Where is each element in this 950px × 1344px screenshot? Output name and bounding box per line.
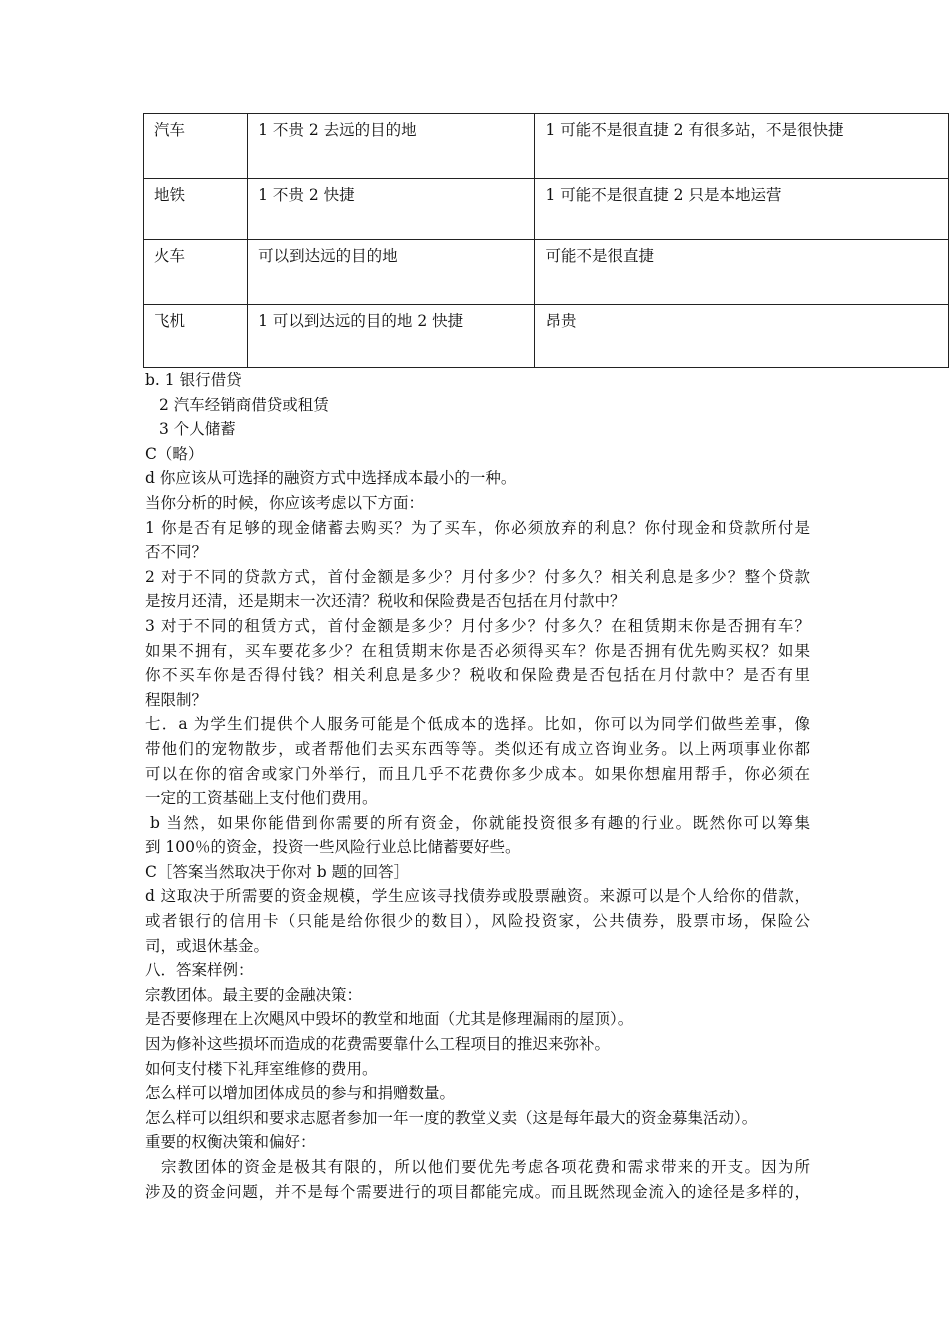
text-line: 怎么样可以组织和要求志愿者参加一年一度的教堂义卖（这是每年最大的资金募集活动）。 — [145, 1108, 758, 1127]
table-row — [144, 179, 949, 240]
text-line: 一定的工资基础上支付他们费用。 — [145, 789, 378, 808]
transport-mode-cell: 汽车 — [144, 114, 248, 179]
advantages-cell: 1 不贵 2 去远的目的地 — [248, 114, 535, 179]
text-line: 2 对于不同的贷款方式，首付金额是多少？月付多少？付多久？相关利息是多少？整个贷款 — [145, 567, 810, 586]
advantages-cell: 1 可以到达远的目的地 2 快捷 — [248, 305, 535, 368]
transport-comparison-table — [143, 113, 949, 368]
text-line: 3 个人储蓄 — [159, 420, 236, 439]
advantages-cell: 可以到达远的目的地 — [248, 240, 535, 305]
text-line: C［答案当然取决于你对 b 题的回答］ — [145, 862, 410, 881]
transport-mode-cell: 飞机 — [144, 305, 248, 368]
text-line: 你不买车你是否得付钱？相关利息是多少？税收和保险费是否包括在月付款中？是否有里 — [145, 666, 810, 685]
disadvantages-cell: 昂贵 — [535, 305, 949, 368]
disadvantages-cell: 1 可能不是很直捷 2 只是本地运营 — [535, 179, 949, 240]
advantages-cell: 1 不贵 2 快捷 — [248, 179, 535, 240]
text-line: 七．a 为学生们提供个人服务可能是个低成本的选择。比如，你可以为同学们做些差事，像 — [145, 715, 810, 734]
text-line: 1 你是否有足够的现金储蓄去购买？为了买车，你必须放弃的利息？你付现金和贷款所付是 — [145, 518, 810, 537]
text-line: 到 100％的资金，投资一些风险行业总比储蓄要好些。 — [145, 838, 521, 857]
transport-mode-cell: 地铁 — [144, 179, 248, 240]
disadvantages-cell: 1 可能不是很直捷 2 有很多站，不是很快捷 — [535, 114, 949, 179]
text-line: 重要的权衡决策和偏好： — [145, 1133, 316, 1152]
text-line: 宗教团体。最主要的金融决策： — [145, 985, 363, 1004]
text-line: 是否要修理在上次飓风中毁坏的教堂和地面（尤其是修理漏雨的屋顶）。 — [145, 1010, 634, 1029]
text-line: 因为修补这些损坏而造成的花费需要靠什么工程项目的推迟来弥补。 — [145, 1035, 611, 1054]
text-line: C（略） — [145, 444, 204, 463]
text-line: d 这取决于所需要的资金规模，学生应该寻找债券或股票融资。来源可以是个人给你的借款， — [145, 887, 810, 906]
text-line: 可以在你的宿舍或家门外举行，而且几乎不花费你多少成本。如果你想雇用帮手，你必须在 — [145, 764, 810, 783]
text-line: 八．答案样例： — [145, 961, 254, 980]
transport-mode-cell: 火车 — [144, 240, 248, 305]
text-line: b 当然，如果你能借到你需要的所有资金，你就能投资很多有趣的行业。既然你可以筹集 — [150, 813, 810, 832]
text-line: 如何支付楼下礼拜室维修的费用。 — [145, 1059, 378, 1078]
table-row — [144, 305, 949, 368]
text-line: 司，或退休基金。 — [145, 936, 270, 955]
text-line: 如果不拥有，买车要花多少？在租赁期末你是否必须得买车？你是否拥有优先购买权？如果 — [145, 641, 810, 660]
text-line: 或者银行的信用卡（只能是给你很少的数目），风险投资家，公共债券，股票市场，保险公 — [145, 912, 810, 931]
text-line: b. 1 银行借贷 — [145, 371, 242, 389]
text-line: 是按月还清，还是期末一次还清？税收和保险费是否包括在月付款中？ — [145, 592, 626, 611]
text-line: 涉及的资金问题，并不是每个需要进行的项目都能完成。而且既然现金流入的途径是多样的， — [145, 1182, 810, 1201]
text-line: 3 对于不同的租赁方式，首付金额是多少？月付多少？付多久？在租赁期末你是否拥有车？ — [145, 616, 810, 635]
text-line: 怎么样可以增加团体成员的参与和捐赠数量。 — [145, 1084, 456, 1103]
text-line: 程限制？ — [145, 690, 208, 709]
answer-text-body — [145, 368, 810, 1204]
disadvantages-cell: 可能不是很直捷 — [535, 240, 949, 305]
text-line: 否不同？ — [145, 543, 208, 562]
table-row — [144, 240, 949, 305]
table-row — [144, 114, 949, 179]
text-line: 当你分析的时候，你应该考虑以下方面： — [145, 493, 425, 512]
text-line: 宗教团体的资金是极其有限的，所以他们要优先考虑各项花费和需求带来的开支。因为所 — [161, 1158, 810, 1176]
text-line: d 你应该从可选择的融资方式中选择成本最小的一种。 — [145, 469, 517, 488]
text-line: 带他们的宠物散步，或者帮他们去买东西等等。类似还有成立咨询业务。以上两项事业你都 — [145, 739, 810, 758]
text-line: 2 汽车经销商借贷或租赁 — [159, 395, 329, 414]
